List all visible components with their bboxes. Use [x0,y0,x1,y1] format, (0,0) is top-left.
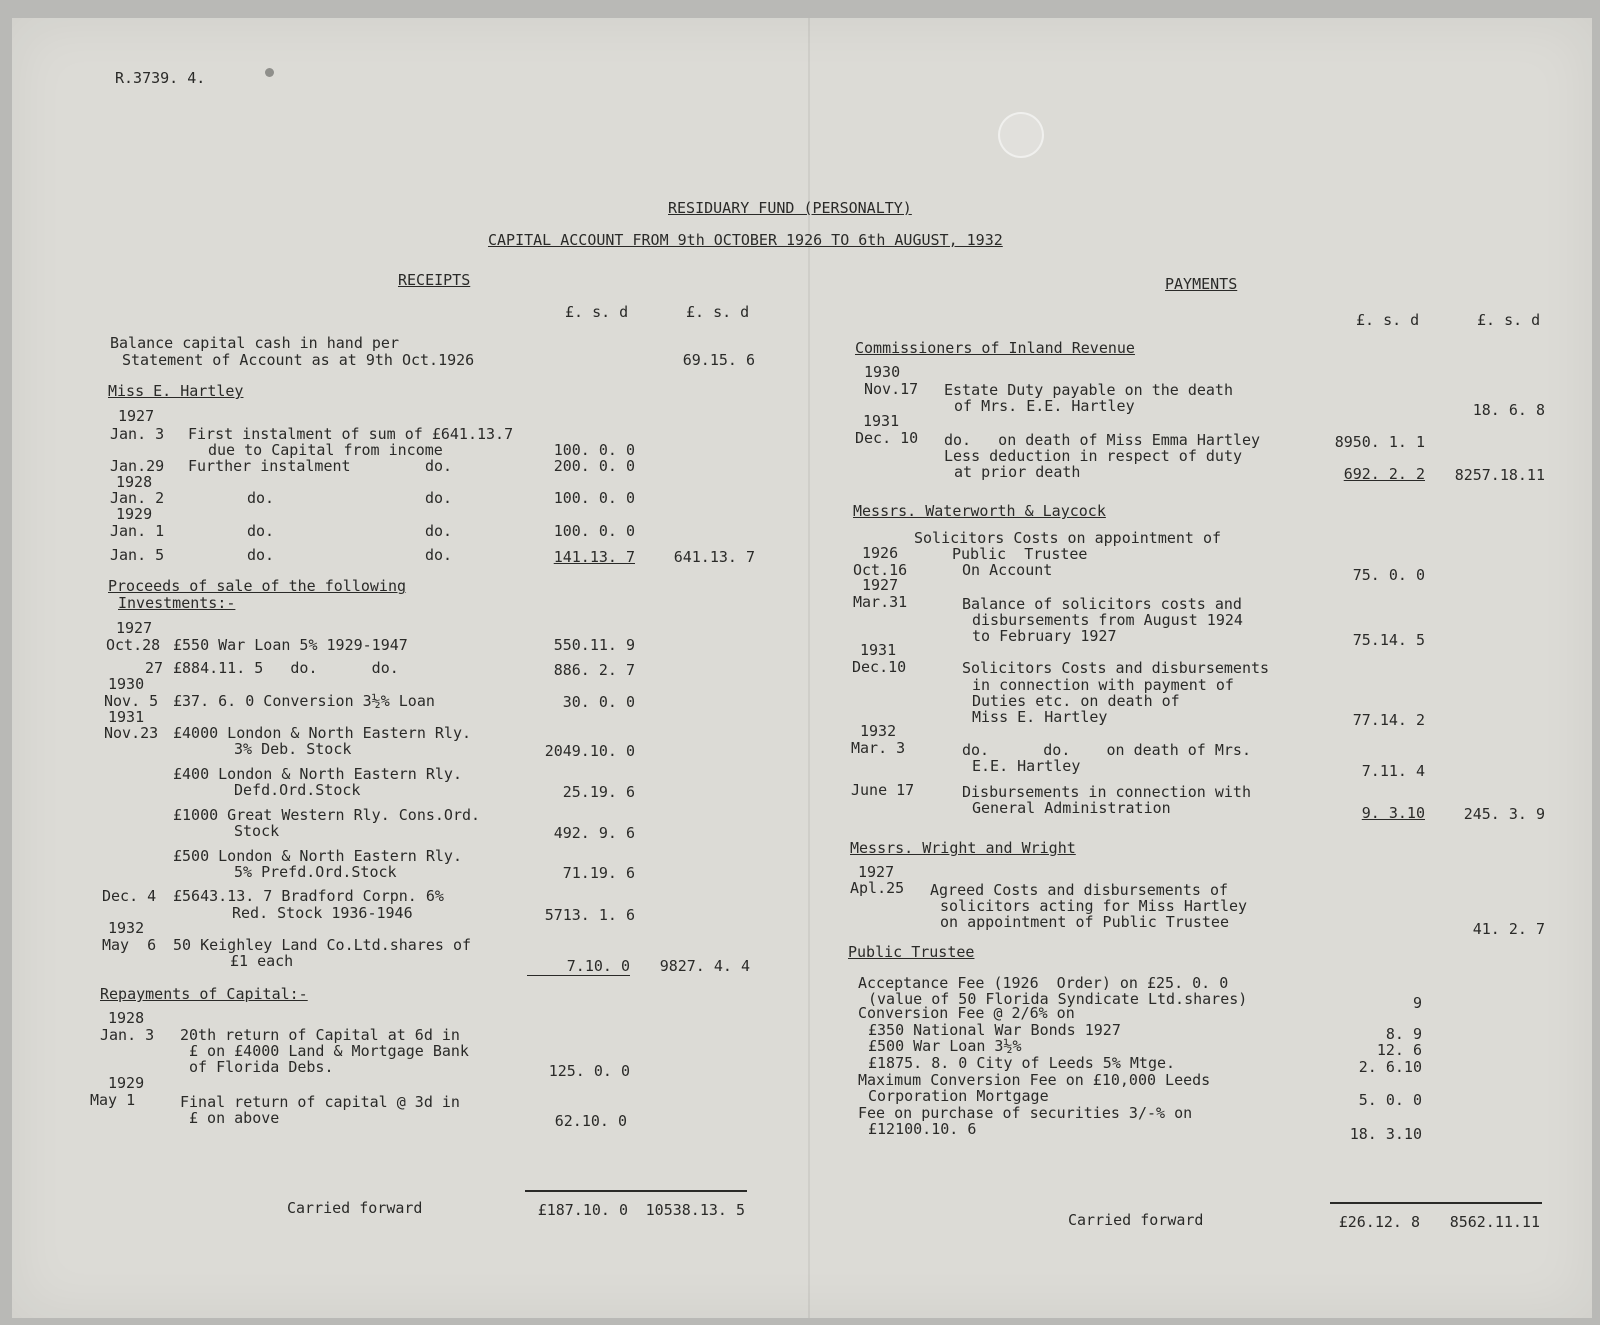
entry-desc: 3% Deb. Stock [234,740,352,758]
entry-desc: £350 National War Bonds 1927 [868,1021,1121,1039]
entry-desc: Final return of capital @ 3d in [180,1093,460,1111]
entry-amount: 9. 3.10 [1361,804,1425,822]
entry-desc: disbursements from August 1924 [972,611,1243,629]
entry-amount: 75. 0. 0 [1352,566,1425,584]
entry-amount: 492. 9. 6 [553,824,635,842]
payments-heading: PAYMENTS [1165,275,1238,293]
waterworth-heading: Messrs. Waterworth & Laycock [853,502,1106,520]
public-trustee-heading: Public Trustee [848,943,975,961]
entry-amount: 7.10. 0 [566,957,630,975]
year-label: 1929 [116,505,153,523]
entry-date: Oct.28 [106,636,161,654]
balance-line2: Statement of Account as at 9th Oct.1926 [122,351,475,369]
carried-forward-amount: £187.10. 0 [537,1201,628,1219]
year-label: 1932 [108,919,145,937]
carried-forward-label: Carried forward [1068,1211,1204,1229]
repayments-heading: Repayments of Capital:- [100,985,308,1003]
entry-desc: Duties etc. on death of [972,692,1180,710]
year-label: 1931 [860,641,897,659]
section-total: 245. 3. 9 [1463,805,1545,823]
entry-ditto: do. [247,546,275,564]
entry-desc: £ on £4000 Land & Mortgage Bank [189,1042,469,1060]
entry-amount: 886. 2. 7 [553,661,635,679]
entry-date: Jan. 2 [110,489,165,507]
year-label: 1927 [858,863,895,881]
entry-desc: Agreed Costs and disbursements of [930,881,1229,899]
year-label: 1930 [108,675,145,693]
entry-date: Nov.23 [104,724,159,742]
entry-date: Jan. 3 [100,1026,155,1044]
document-title: RESIDUARY FUND (PERSONALTY) [668,199,912,217]
ink-spot [265,68,274,77]
entry-desc: On Account [962,561,1053,579]
entry-desc: Further instalment [188,457,351,475]
inland-revenue-heading: Commissioners of Inland Revenue [855,339,1135,357]
year-label: 1927 [862,576,899,594]
entry-desc: Defd.Ord.Stock [234,781,361,799]
entry-date: May 1 [90,1091,136,1109]
entry-amount: 550.11. 9 [553,636,635,654]
entry-desc: Maximum Conversion Fee on £10,000 Leeds [858,1071,1211,1089]
entry-desc: of Mrs. E.E. Hartley [954,397,1135,415]
entry-date: Jan.29 [110,457,165,475]
hartley-heading: Miss E. Hartley [108,382,244,400]
entry-desc: £1 each [230,952,294,970]
year-label: 1927 [116,619,153,637]
entry-amount: 2. 6.10 [1358,1058,1422,1076]
entry-desc: £550 War Loan 5% 1929-1947 [173,636,408,654]
entry-amount: 200. 0. 0 [553,457,635,475]
entry-desc: £4000 London & North Eastern Rly. [173,724,472,742]
entry-desc: General Administration [972,799,1171,817]
entry-amount: 25.19. 6 [562,783,635,801]
embossed-seal [998,112,1044,158]
entry-amount: 141.13. 7 [553,548,635,566]
entry-desc: E.E. Hartley [972,757,1081,775]
entry-date: Dec. 10 [855,429,919,447]
year-label: 1930 [864,363,901,381]
entry-desc: Public Trustee [952,545,1088,563]
entry-desc: £884.11. 5 do. do. [173,659,399,677]
entry-date: Apl.25 [850,879,905,897]
entry-date: Oct.16 [853,561,908,579]
carried-forward-rule [525,1190,747,1192]
document-subtitle: CAPITAL ACCOUNT FROM 9th OCTOBER 1926 TO 6th AUGUST, 1932 [488,231,1003,249]
wright-heading: Messrs. Wright and Wright [850,839,1076,857]
carried-forward-rule [1330,1202,1542,1204]
entry-desc: Stock [234,822,280,840]
entry-date: Jan. 5 [110,546,165,564]
entry-date: Mar.31 [853,593,908,611]
entry-desc: 5% Prefd.Ord.Stock [234,863,397,881]
entry-desc: Acceptance Fee (1926 Order) on £25. 0. 0 [858,974,1229,992]
year-label: 1928 [108,1009,145,1027]
entry-desc: Corporation Mortgage [868,1087,1049,1105]
entry-desc: £500 London & North Eastern Rly. [173,847,462,865]
entry-desc: to February 1927 [972,627,1117,645]
entry-ditto: do. [247,522,275,540]
entry-date: Dec.10 [852,658,907,676]
section-total: 18. 6. 8 [1472,401,1545,419]
entry-desc: Solicitors Costs on appointment of [914,529,1222,547]
year-label: 1931 [108,708,145,726]
entry-desc: Fee on purchase of securities 3/-% on [858,1104,1193,1122]
entry-date: May 6 [102,936,157,954]
entry-ditto: do. [425,457,453,475]
entry-date: Nov. 5 [104,692,159,710]
entry-desc: £1875. 8. 0 City of Leeds 5% Mtge. [868,1054,1176,1072]
entry-desc: Conversion Fee @ 2/6% on [858,1004,1075,1022]
year-label: 1929 [108,1074,145,1092]
entry-amount: 75.14. 5 [1352,631,1425,649]
entry-desc: Estate Duty payable on the death [944,381,1233,399]
entry-desc: at prior death [954,463,1081,481]
entry-desc: Balance of solicitors costs and [962,595,1242,613]
entry-desc: do. on death of Miss Emma Hartley [944,431,1261,449]
entry-desc: First instalment of sum of £641.13.7 [188,425,514,443]
entry-amount: 62.10. 0 [554,1112,627,1130]
year-label: 1931 [863,412,900,430]
entry-desc: £5643.13. 7 Bradford Corpn. 6% [173,887,444,905]
carried-forward-amount: £26.12. 8 [1338,1213,1420,1231]
balance-amount: 69.15. 6 [682,351,755,369]
entry-desc: solicitors acting for Miss Hartley [940,897,1248,915]
entry-amount: 692. 2. 2 [1343,465,1425,483]
entry-desc: £1000 Great Western Rly. Cons.Ord. [173,806,481,824]
entry-amount: 2049.10. 0 [544,742,635,760]
entry-desc: Miss E. Hartley [972,708,1108,726]
proceeds-heading: Investments:- [118,594,236,612]
entry-desc: £ on above [189,1109,280,1127]
proceeds-heading: Proceeds of sale of the following [108,577,407,595]
entry-desc: Solicitors Costs and disbursements [962,659,1270,677]
year-label: 1927 [118,407,155,425]
entry-desc: 20th return of Capital at 6d in [180,1026,460,1044]
entry-ditto: do. [425,522,453,540]
entry-ditto: do. [425,546,453,564]
entry-date: Nov.17 [864,380,919,398]
year-label: 1932 [860,722,897,740]
entry-date: 27 [145,659,164,677]
entry-desc: Disbursements in connection with [962,783,1251,801]
entry-desc: on appointment of Public Trustee [940,913,1229,931]
entry-date: Mar. 3 [851,739,906,757]
entry-desc: £500 War Loan 3½% [868,1037,1022,1055]
entry-amount: 12. 6 [1376,1041,1422,1059]
year-label: 1926 [862,544,899,562]
payments-col2-header: £. s. d [1477,311,1541,329]
carried-forward-label: Carried forward [287,1199,423,1217]
entry-amount: 5. 0. 0 [1358,1091,1422,1109]
entry-amount: 18. 3.10 [1349,1125,1422,1143]
entry-amount: 8. 9 [1385,1025,1422,1043]
entry-desc: (value of 50 Florida Syndicate Ltd.shares) [868,990,1248,1008]
entry-date: Jan. 3 [110,425,165,443]
entry-amount: 5713. 1. 6 [544,906,635,924]
entry-desc: £400 London & North Eastern Rly. [173,765,462,783]
section-total: 41. 2. 7 [1472,920,1545,938]
entry-amount: 100. 0. 0 [553,522,635,540]
receipts-col1-header: £. s. d [565,303,629,321]
carried-forward-total: 10538.13. 5 [645,1201,745,1219]
receipts-col2-header: £. s. d [686,303,750,321]
payments-col1-header: £. s. d [1356,311,1420,329]
section-total: 641.13. 7 [673,548,755,566]
subtotal-rule [527,975,630,976]
reference-number: R.3739. 4. [115,69,206,87]
carried-forward-total: 8562.11.11 [1449,1213,1540,1231]
entry-desc: of Florida Debs. [189,1058,334,1076]
entry-desc: 50 Keighley Land Co.Ltd.shares of [173,936,472,954]
entry-desc: £12100.10. 6 [868,1120,977,1138]
receipts-heading: RECEIPTS [398,271,471,289]
entry-amount: 71.19. 6 [562,864,635,882]
entry-amount: 100. 0. 0 [553,489,635,507]
balance-line1: Balance capital cash in hand per [110,334,399,352]
year-label: 1928 [116,473,153,491]
entry-date: Jan. 1 [110,522,165,540]
section-total: 9827. 4. 4 [659,957,750,975]
entry-ditto: do. [425,489,453,507]
entry-date: Dec. 4 [102,887,157,905]
entry-desc: in connection with payment of [972,676,1234,694]
entry-desc: due to Capital from income [208,441,443,459]
entry-amount: 9 [1412,994,1422,1012]
section-total: 8257.18.11 [1454,466,1545,484]
entry-amount: 8950. 1. 1 [1334,433,1425,451]
entry-desc: Less deduction in respect of duty [944,447,1243,465]
entry-desc: do. do. on death of Mrs. [962,741,1251,759]
entry-amount: 100. 0. 0 [553,441,635,459]
entry-amount: 77.14. 2 [1352,711,1425,729]
entry-amount: 125. 0. 0 [548,1062,630,1080]
entry-desc: £37. 6. 0 Conversion 3½% Loan [173,692,435,710]
entry-amount: 7.11. 4 [1361,762,1425,780]
entry-amount: 30. 0. 0 [562,693,635,711]
entry-ditto: do. [247,489,275,507]
entry-date: June 17 [851,781,915,799]
entry-desc: Red. Stock 1936-1946 [232,904,413,922]
